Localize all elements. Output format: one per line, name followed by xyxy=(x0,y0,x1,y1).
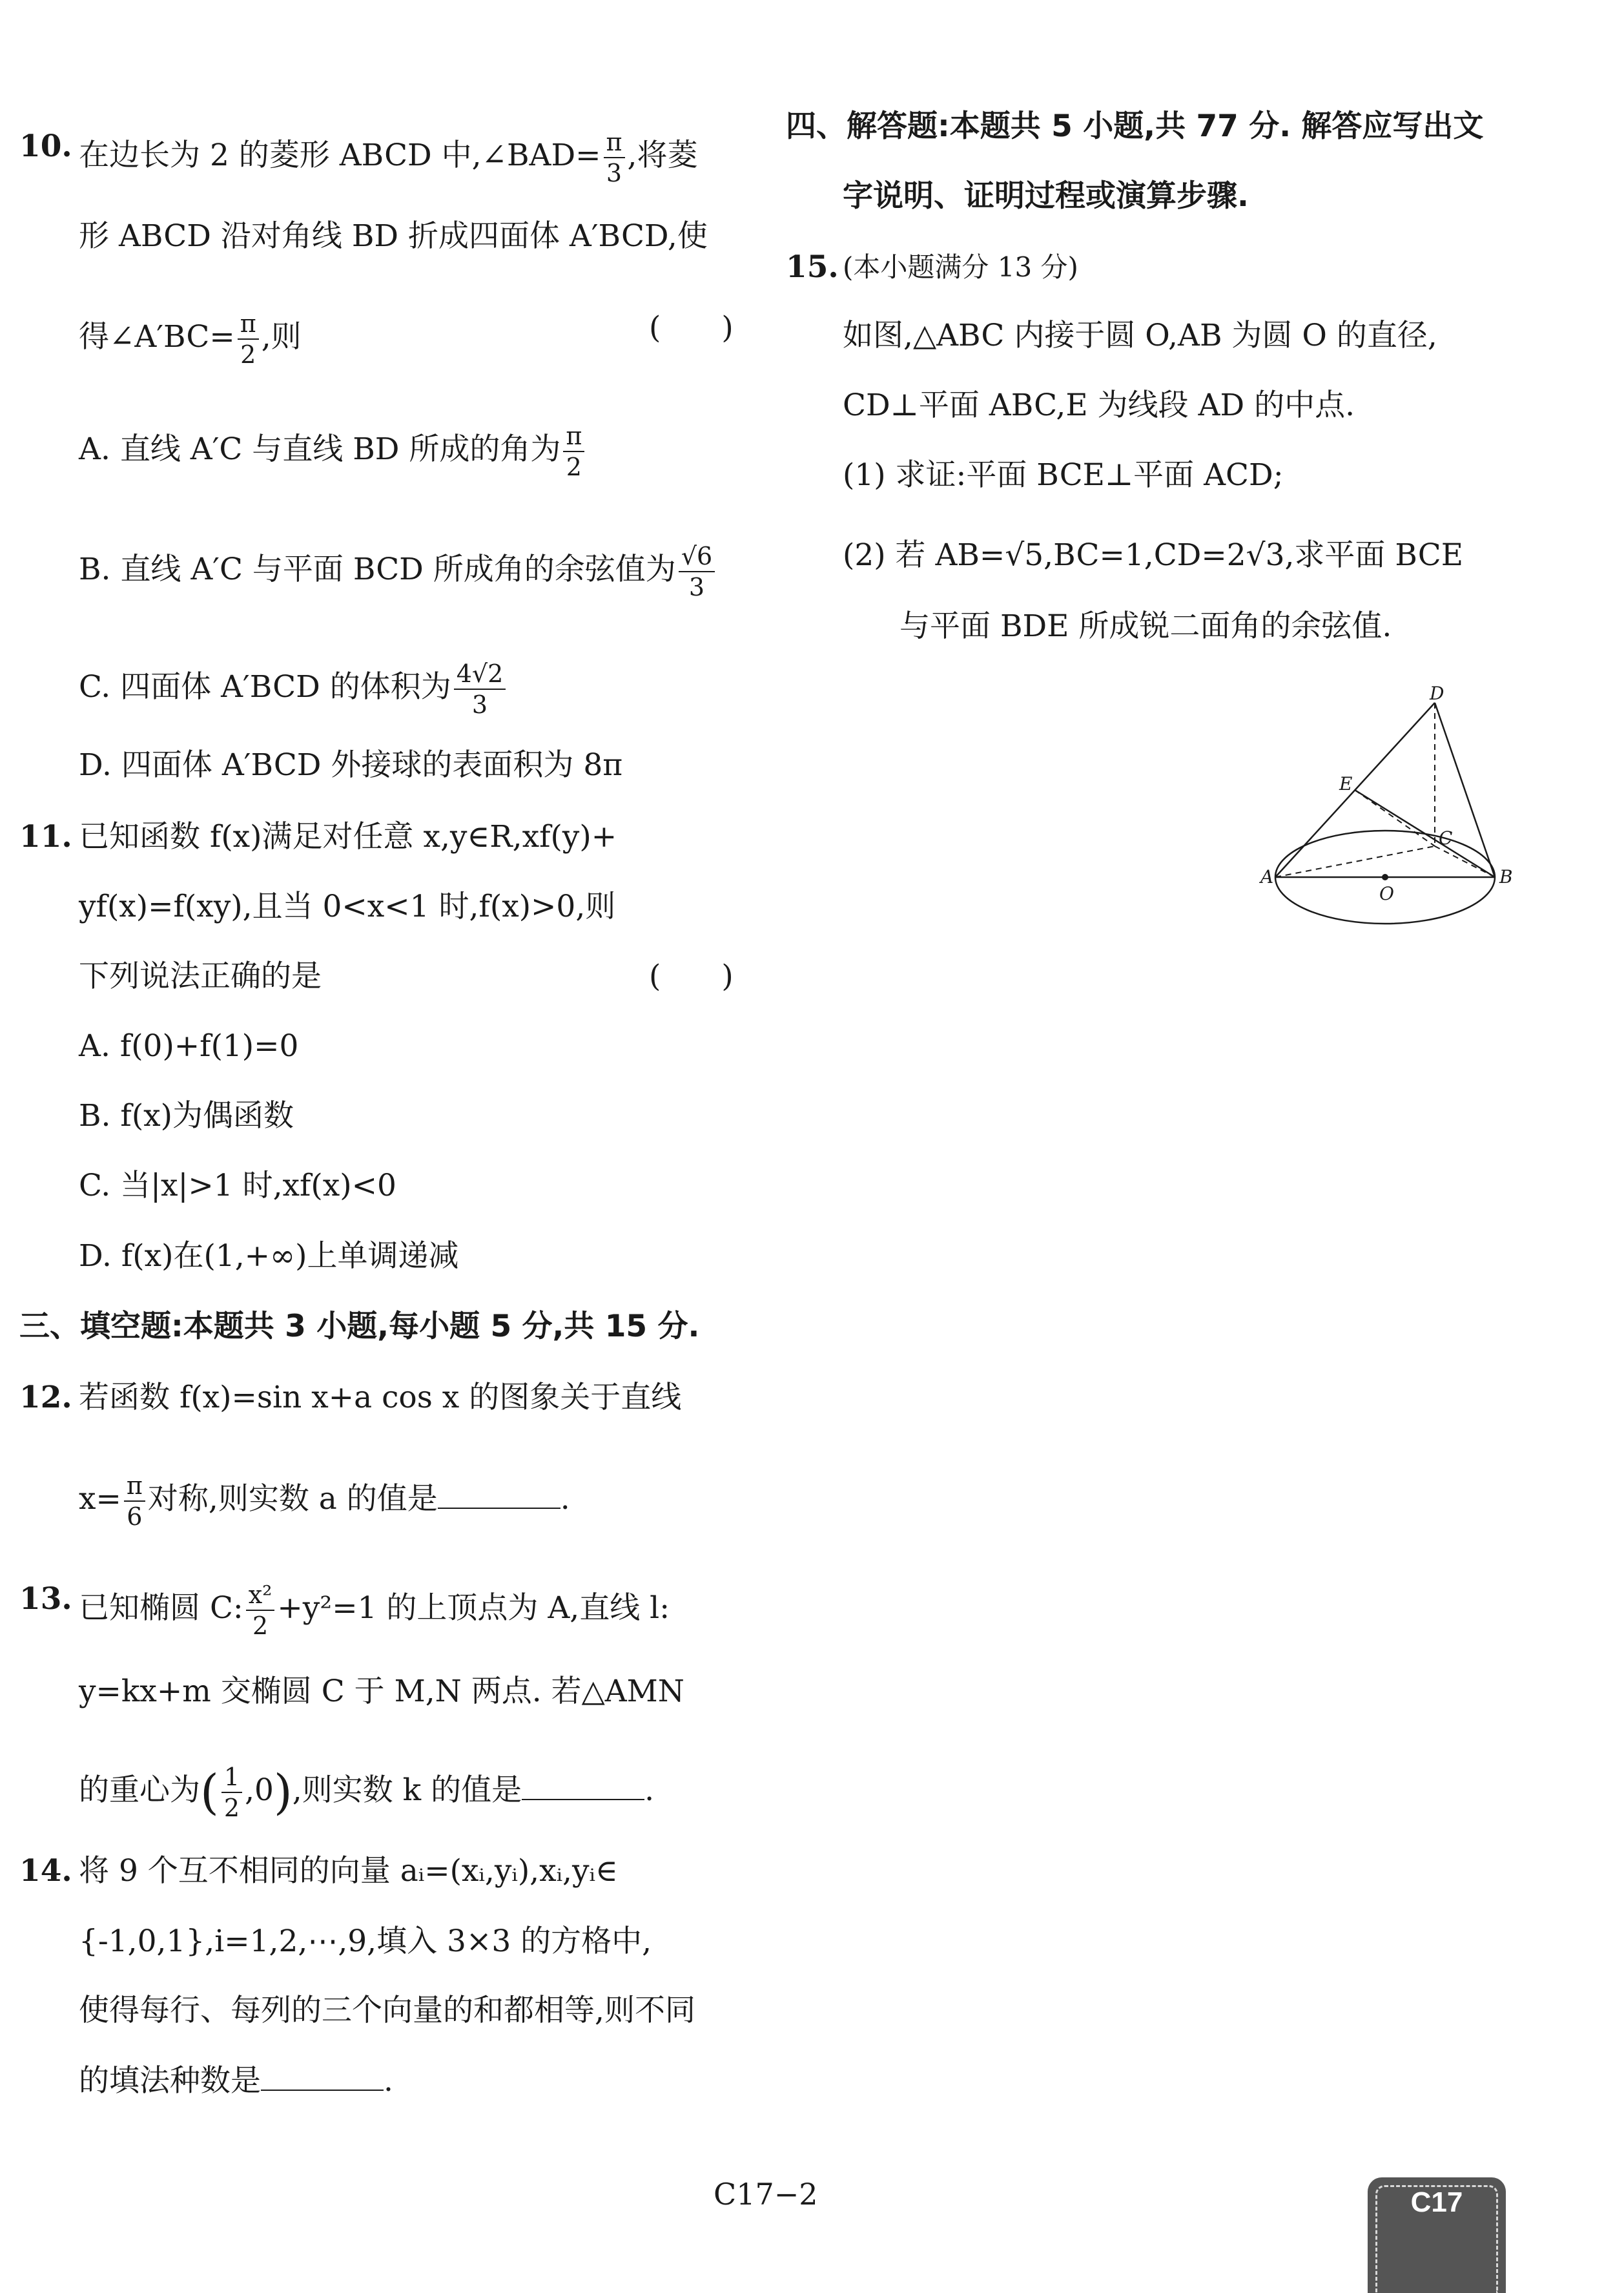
q12-line1: 若函数 f(x)=sin x+a cos x 的图象关于直线 xyxy=(79,1380,682,1415)
tab-label: C17 xyxy=(1410,2186,1463,2218)
option-text: C. 四面体 A′BCD 的体积为 xyxy=(79,669,451,705)
q10-line2: 形 ABCD 沿对角线 BD 折成四面体 A′BCD,使 xyxy=(79,218,708,254)
q12-line2-text: 对称,则实数 a 的值是 xyxy=(147,1481,438,1517)
q11-line3: 下列说法正确的是 xyxy=(79,959,322,994)
q11-line1: 已知函数 f(x)满足对任意 x,y∈R,xf(y)+ xyxy=(79,819,617,855)
left-paren: ( xyxy=(200,1765,219,1820)
label-a: A xyxy=(1260,866,1274,887)
q15-part2-line1: (2) 若 AB=√5,BC=1,CD=2√3,求平面 BCE xyxy=(843,537,1464,573)
option-text: A. 直线 A′C 与直线 BD 所成的角为 xyxy=(79,431,561,467)
q11-option-b: B. f(x)为偶函数 xyxy=(79,1098,294,1134)
page-number: C17−2 xyxy=(714,2177,818,2212)
q13-answer-blank[interactable] xyxy=(522,1770,644,1800)
frac-den: 6 xyxy=(127,1502,143,1531)
center-point-o xyxy=(1382,874,1388,880)
q14-line3: 使得每行、每列的三个向量的和都相等,则不同 xyxy=(79,1993,695,2028)
q12-line2 xyxy=(79,1471,570,1531)
label-c: C xyxy=(1439,827,1453,849)
frac-den: 3 xyxy=(688,573,705,601)
geometry-figure xyxy=(1259,681,1517,979)
section-3-heading: 三、填空题:本题共 3 小题,每小题 5 分,共 15 分. xyxy=(19,1309,700,1344)
frac-num: 4√2 xyxy=(454,659,506,690)
q11-option-d: D. f(x)在(1,+∞)上单调递减 xyxy=(79,1238,459,1274)
q12-frac xyxy=(124,1471,145,1531)
q13-line3-end: ,则实数 k 的值是 xyxy=(292,1772,522,1808)
q10-frac-pi-3 xyxy=(604,127,625,188)
q10-line1 xyxy=(79,127,697,188)
label-b: B xyxy=(1499,866,1513,887)
q14-line4-text: 的填法种数是 xyxy=(79,2063,261,2099)
frac-den: 3 xyxy=(471,690,488,719)
q12-answer-blank[interactable] xyxy=(438,1479,560,1509)
frac-num: √6 xyxy=(679,541,715,572)
q15-part1: (1) 求证:平面 BCE⊥平面 ACD; xyxy=(843,457,1284,493)
section-tab xyxy=(1368,2177,1506,2293)
q11-number: 11. xyxy=(19,819,72,855)
q10-frac-pi-2 xyxy=(238,309,259,369)
frac-den: 2 xyxy=(566,453,582,481)
q13-line3 xyxy=(79,1762,654,1823)
q10-line1-end: ,将菱 xyxy=(627,138,698,173)
q10-option-b xyxy=(79,541,717,602)
q13-line1-text: 已知椭圆 C: xyxy=(79,1590,243,1626)
option-frac xyxy=(454,659,506,720)
frac-num: 1 xyxy=(221,1762,242,1793)
frac-num: π xyxy=(238,309,259,340)
section-4-heading-line2: 字说明、证明过程或演算步骤. xyxy=(843,178,1249,214)
q15-part2-line2: 与平面 BDE 所成锐二面角的余弦值. xyxy=(899,608,1392,644)
q13-line2: y=kx+m 交椭圆 C 于 M,N 两点. 若△AMN xyxy=(79,1674,684,1709)
q13-period: . xyxy=(644,1772,655,1808)
q15-number: 15. xyxy=(786,249,839,285)
q15-line1: 如图,△ABC 内接于圆 O,AB 为圆 O 的直径, xyxy=(843,318,1437,353)
option-frac xyxy=(563,421,584,482)
section-4-heading-line1: 四、解答题:本题共 5 小题,共 77 分. 解答应写出文 xyxy=(786,109,1484,144)
frac-num: π xyxy=(604,127,625,158)
label-e: E xyxy=(1339,773,1353,794)
frac-den: 2 xyxy=(252,1612,269,1640)
option-text: B. 直线 A′C 与平面 BCD 所成角的余弦值为 xyxy=(79,552,676,587)
q12-x-eq: x= xyxy=(79,1481,121,1517)
frac-num: π xyxy=(124,1471,145,1502)
q11-option-a: A. f(0)+f(1)=0 xyxy=(79,1028,299,1064)
q13-line1-end: +y²=1 的上顶点为 A,直线 l: xyxy=(277,1590,670,1626)
segment-eb xyxy=(1355,790,1495,877)
q10-option-c xyxy=(79,659,508,720)
frac-den: 3 xyxy=(606,159,622,187)
q10-line3-text: 得∠A′BC= xyxy=(79,319,235,355)
q15-score-note: (本小题满分 13 分) xyxy=(843,251,1078,283)
frac-num: x² xyxy=(246,1580,275,1611)
q12-period: . xyxy=(560,1481,570,1517)
q10-option-d: D. 四面体 A′BCD 外接球的表面积为 8π xyxy=(79,747,623,783)
q14-answer-blank[interactable] xyxy=(261,2061,384,2091)
q10-answer-paren: ( ) xyxy=(649,310,734,346)
q14-line1: 将 9 个互不相同的向量 aᵢ=(xᵢ,yᵢ),xᵢ,yᵢ∈ xyxy=(79,1853,618,1889)
frac-num: π xyxy=(563,421,584,452)
q14-line4 xyxy=(79,2061,393,2101)
q10-option-a xyxy=(79,421,587,482)
q15-line2: CD⊥平面 ABC,E 为线段 AD 的中点. xyxy=(843,388,1355,423)
q10-line3-end: ,则 xyxy=(261,319,302,355)
q10-line1-text: 在边长为 2 的菱形 ABCD 中,∠BAD= xyxy=(79,138,601,173)
q10-line3 xyxy=(79,309,302,369)
q12-number: 12. xyxy=(19,1380,72,1415)
q14-number: 14. xyxy=(19,1853,72,1889)
frac-den: 2 xyxy=(240,340,256,369)
q13-line1 xyxy=(79,1580,670,1641)
option-frac xyxy=(679,541,715,602)
q13-frac-half xyxy=(221,1762,242,1823)
q11-line2: yf(x)=f(xy),且当 0<x<1 时,f(x)>0,则 xyxy=(79,889,616,924)
segment-ec xyxy=(1355,790,1435,846)
q10-number: 10. xyxy=(19,129,72,164)
q13-line3-text: 的重心为 xyxy=(79,1772,200,1808)
q13-number: 13. xyxy=(19,1581,72,1617)
frac-den: 2 xyxy=(223,1794,240,1822)
q14-period: . xyxy=(384,2063,393,2099)
q13-point-y: ,0 xyxy=(245,1772,274,1808)
q11-answer-paren: ( ) xyxy=(649,959,734,994)
q13-frac-x2-2 xyxy=(246,1580,275,1641)
label-o: O xyxy=(1379,883,1394,904)
q14-line2: {-1,0,1},i=1,2,⋯,9,填入 3×3 的方格中, xyxy=(79,1924,652,1959)
right-paren: ) xyxy=(273,1765,293,1820)
q11-option-c: C. 当|x|>1 时,xf(x)<0 xyxy=(79,1168,396,1203)
label-d: D xyxy=(1430,683,1444,704)
